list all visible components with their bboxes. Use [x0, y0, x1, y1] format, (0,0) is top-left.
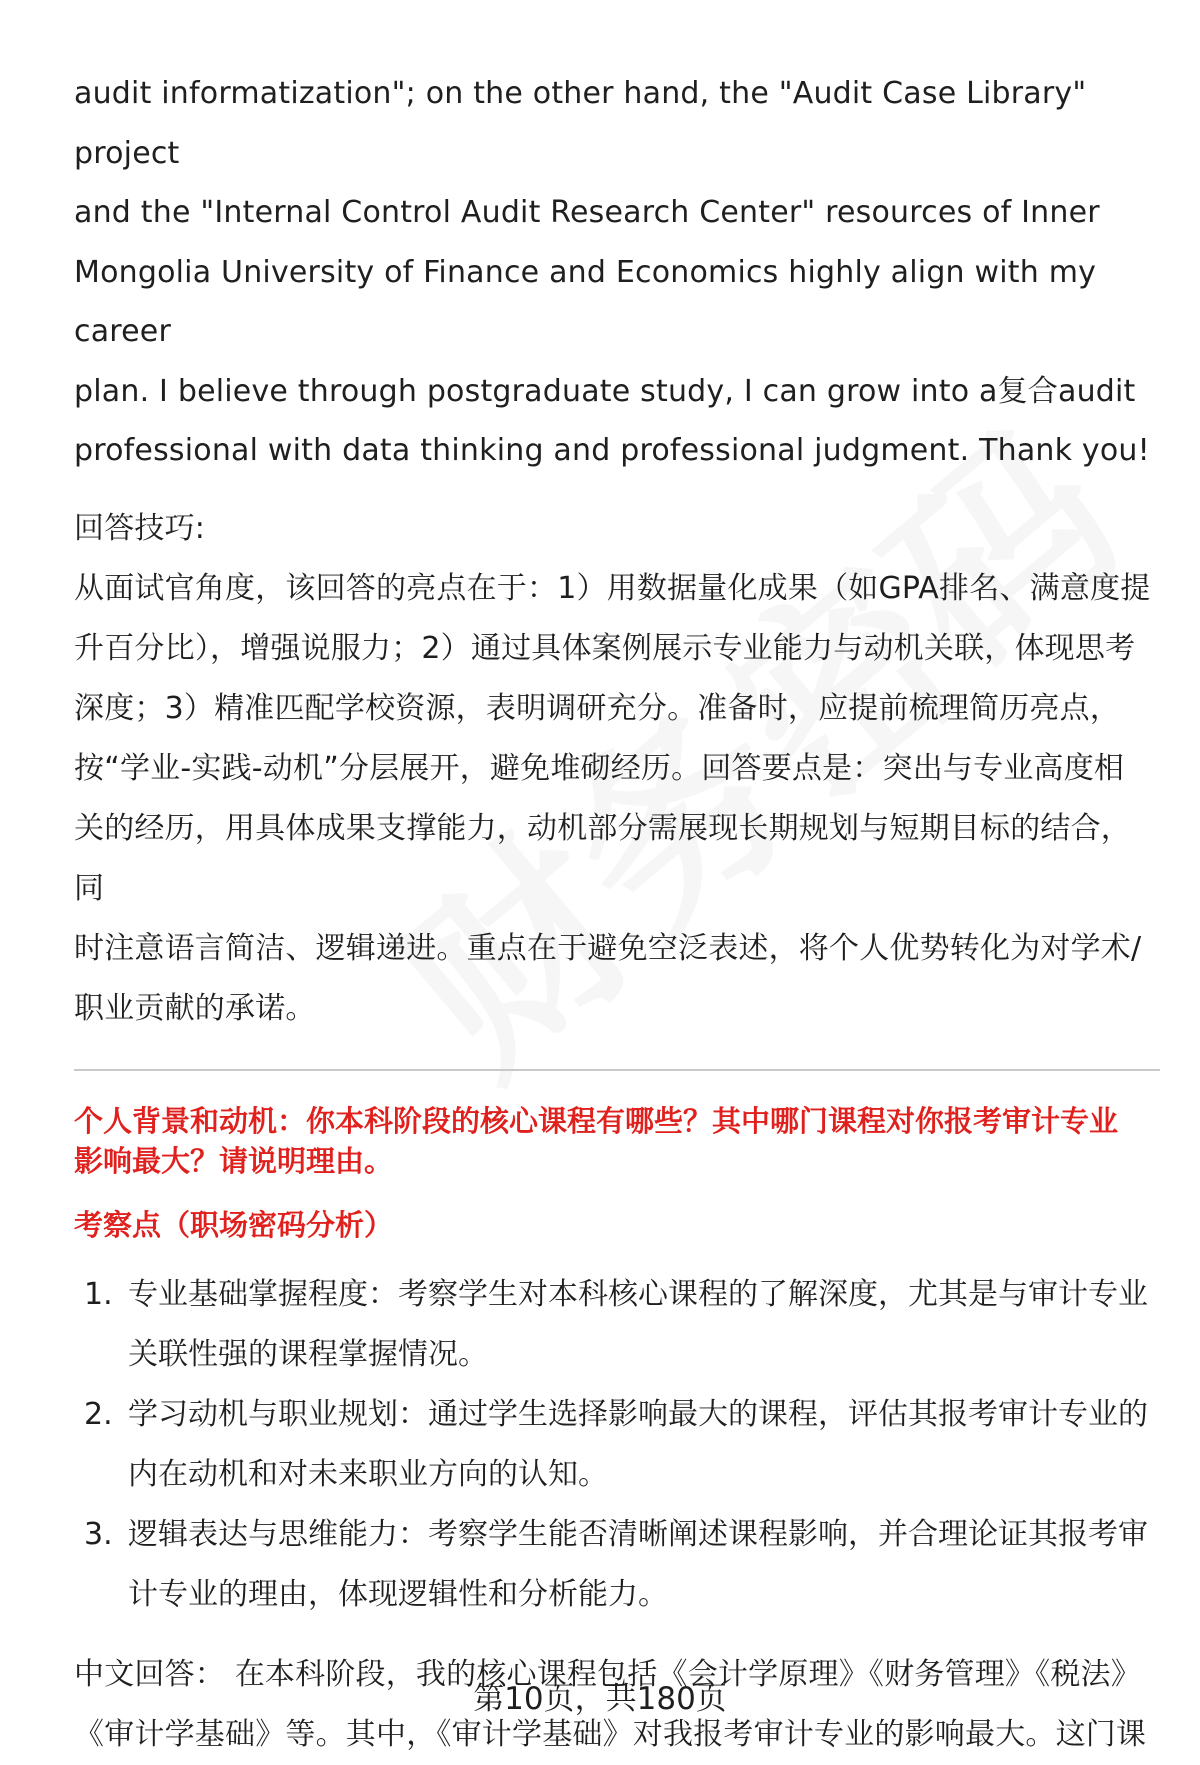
text-line: 关的经历，用具体成果支撑能力，动机部分需展现长期规划与短期目标的结合，同	[74, 810, 1131, 906]
examination-points-list	[74, 1265, 1160, 1625]
text-line: 关联性强的课程掌握情况。	[128, 1336, 488, 1372]
text-line: and the "Internal Control Audit Research Center" resources of Inner	[74, 195, 1100, 230]
text-line: Mongolia University of Finance and Economics highly align with my career	[74, 254, 1097, 349]
examination-points-title: 考察点（职场密码分析）	[74, 1207, 394, 1242]
list-number: 1.	[84, 1276, 113, 1312]
question-heading	[74, 1101, 1160, 1181]
list-item	[74, 1265, 1160, 1385]
text-line: 时注意语言简洁、逻辑递进。重点在于避免空泛表述，将个人优势转化为对学术/	[74, 930, 1142, 966]
list-item	[74, 1385, 1160, 1505]
question-line: 影响最大？请说明理由。	[74, 1143, 394, 1178]
page-number-footer: 第10页，共180页	[473, 1681, 727, 1717]
text-line: 内在动机和对未来职业方向的认知。	[128, 1456, 608, 1492]
text-line: audit informatization"; on the other hand, the "Audit Case Library" project	[74, 76, 1087, 171]
text-line: professional with data thinking and professional judgment. Thank you!	[74, 433, 1150, 468]
text-line: 逻辑表达与思维能力：考察学生能否清晰阐述课程影响，并合理论证其报考审	[128, 1516, 1148, 1552]
question-line: 个人背景和动机：你本科阶段的核心课程有哪些？其中哪门课程对你报考审计专业	[74, 1103, 1119, 1138]
tips-label: 回答技巧:	[74, 510, 206, 546]
text-line: 职业贡献的承诺。	[74, 990, 316, 1026]
text-line: 按“学业-实践-动机”分层展开，避免堆砌经历。回答要点是：突出与专业高度相	[74, 750, 1125, 786]
text-line: 学习动机与职业规划：通过学生选择影响最大的课程，评估其报考审计专业的	[128, 1396, 1148, 1432]
list-number: 3.	[84, 1516, 113, 1552]
text-line: plan. I believe through postgraduate study, I can grow into a复合audit	[74, 373, 1136, 409]
text-line: 升百分比），增强说服力；2）通过具体案例展示专业能力与动机关联，体现思考	[74, 630, 1136, 666]
intro-paragraph	[74, 64, 1160, 481]
section-divider	[74, 1069, 1160, 1071]
text-line: 深度；3）精准匹配学校资源，表明调研充分。准备时，应提前梳理简历亮点，	[74, 690, 1121, 726]
text-line: 从面试官角度，该回答的亮点在于：1）用数据量化成果（如GPA排名、满意度提	[74, 570, 1151, 606]
text-line: 专业基础掌握程度：考察学生对本科核心课程的了解深度，尤其是与审计专业	[128, 1276, 1148, 1312]
tips-paragraph	[74, 559, 1160, 1039]
list-item	[74, 1505, 1160, 1625]
text-line: 计专业的理由，体现逻辑性和分析能力。	[128, 1576, 668, 1612]
text-line: 中文回答： 在本科阶段，我的核心课程包括《会计学原理》《财务管理》《税法》	[74, 1656, 1141, 1692]
list-number: 2.	[84, 1396, 113, 1432]
document-page	[74, 64, 1160, 1765]
text-line: 《审计学基础》等。其中，《审计学基础》对我报考审计专业的影响最大。这门课	[74, 1716, 1147, 1752]
